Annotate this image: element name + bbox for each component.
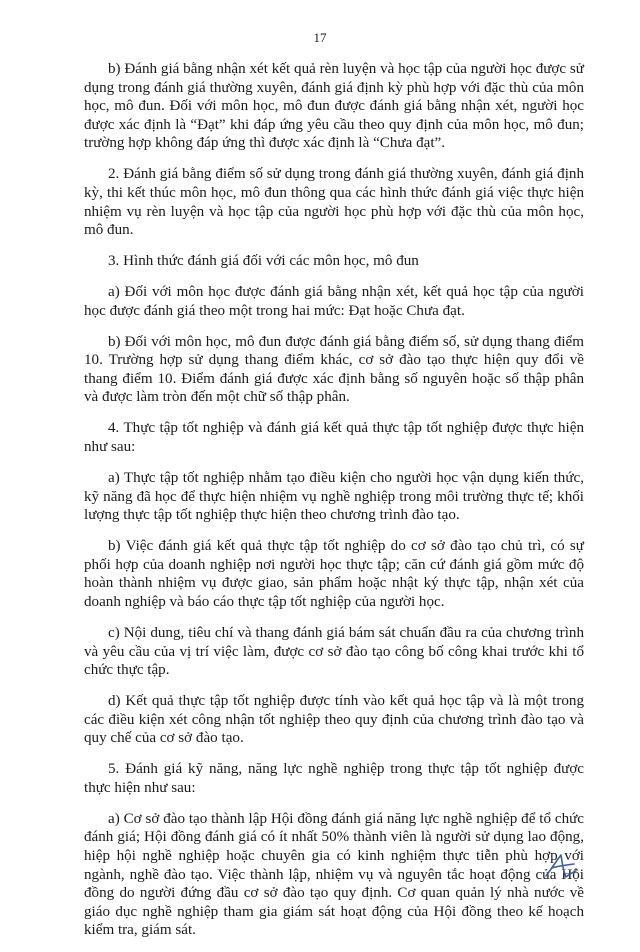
paragraph: 5. Đánh giá kỹ năng, năng lực nghề nghiệp trong thực tập tốt nghiệp được thực hiện như sau:: [84, 761, 584, 796]
paragraph: a) Đối với môn học được đánh giá bằng nhận xét, kết quả học tập của người học được đánh giá theo một trong hai mức: Đạt hoặc Chưa đạt.: [84, 284, 584, 319]
handwritten-initial-icon: [540, 852, 580, 882]
paragraph: d) Kết quả thực tập tốt nghiệp được tính vào kết quả học tập và là một trong các điều kiện xét công nhận tốt nghiệp theo quy định của chương trình đào tạo và quy chế của cơ sở đào tạo.: [84, 693, 584, 747]
paragraph: b) Việc đánh giá kết quả thực tập tốt nghiệp do cơ sở đào tạo chủ trì, có sự phối hợp của doanh nghiệp nơi người học thực tập; căn cứ đánh giá gồm mức độ hoàn thành nhiệm vụ được giao, sản phẩm hoặc nhật ký thực tập, nhận xét của doanh nghiệp và báo cáo thực tập tốt nghiệp của người học.: [84, 538, 584, 610]
paragraph: a) Cơ sở đào tạo thành lập Hội đồng đánh giá năng lực nghề nghiệp để tổ chức đánh giá; Hội đồng đánh giá có ít nhất 50% thành viên là người sử dụng lao động, hiệp hội nghề nghiệp hoặc chuyên gia có kinh nghiệm thực tiễn phù hợp với ngành, nghề đào tạo. Việc thành lập, nhiệm vụ và nguyên tắc hoạt động của Hội đồng do người đứng đầu cơ sở đào tạo quy định. Cơ quan quản lý nhà nước về giáo dục nghề nghiệp tham gia giám sát hoạt động của Hội đồng theo kế hoạch kiểm tra, giám sát.: [84, 810, 584, 939]
page-number: 17: [313, 30, 327, 45]
body-text: [84, 60, 584, 952]
paragraph: 2. Đánh giá bằng điểm số sử dụng trong đánh giá thường xuyên, đánh giá định kỳ, thi kết thúc môn học, mô đun thông qua các hình thức đánh giá việc thực hiện nhiệm vụ rèn luyện và học tập của người học phù hợp với đặc thù của môn học, mô đun.: [84, 166, 584, 239]
paragraph: c) Nội dung, tiêu chí và thang đánh giá bám sát chuẩn đầu ra của chương trình và yêu cầu của vị trí việc làm, được cơ sở đào tạo công bố công khai trước khi tổ chức thực tập.: [84, 624, 584, 679]
paragraph: 4. Thực tập tốt nghiệp và đánh giá kết quả thực tập tốt nghiệp được thực hiện như sau:: [84, 420, 584, 456]
paragraph: b) Đánh giá bằng nhận xét kết quả rèn luyện và học tập của người học được sử dụng trong đánh giá thường xuyên, đánh giá định kỳ phù hợp với đặc thù của môn học, mô đun. Đối với môn học, mô đun được đánh giá bằng nhận xét, người học được xác định là “Đạt” khi đáp ứng yêu cầu theo quy định của môn học, mô đun; trường hợp không đáp ứng thì được xác định là “Chưa đạt”.: [84, 61, 584, 152]
paragraph: 3. Hình thức đánh giá đối với các môn học, mô đun: [108, 253, 419, 270]
paragraph: b) Đối với môn học, mô đun được đánh giá bằng điểm số, sử dụng thang điểm 10. Trường hợp sử dụng thang điểm khác, cơ sở đào tạo thực hiện quy đổi về thang điểm 10. Điểm đánh giá được xác định bằng số nguyên hoặc số thập phân và được làm tròn đến một chữ số thập phân.: [84, 333, 584, 406]
paragraph: a) Thực tập tốt nghiệp nhằm tạo điều kiện cho người học vận dụng kiến thức, kỹ năng đã học để thực hiện nhiệm vụ nghề nghiệp trong môi trường thực tế; khối lượng thực tập tốt nghiệp thực hiện theo chương trình đào tạo.: [84, 470, 584, 524]
